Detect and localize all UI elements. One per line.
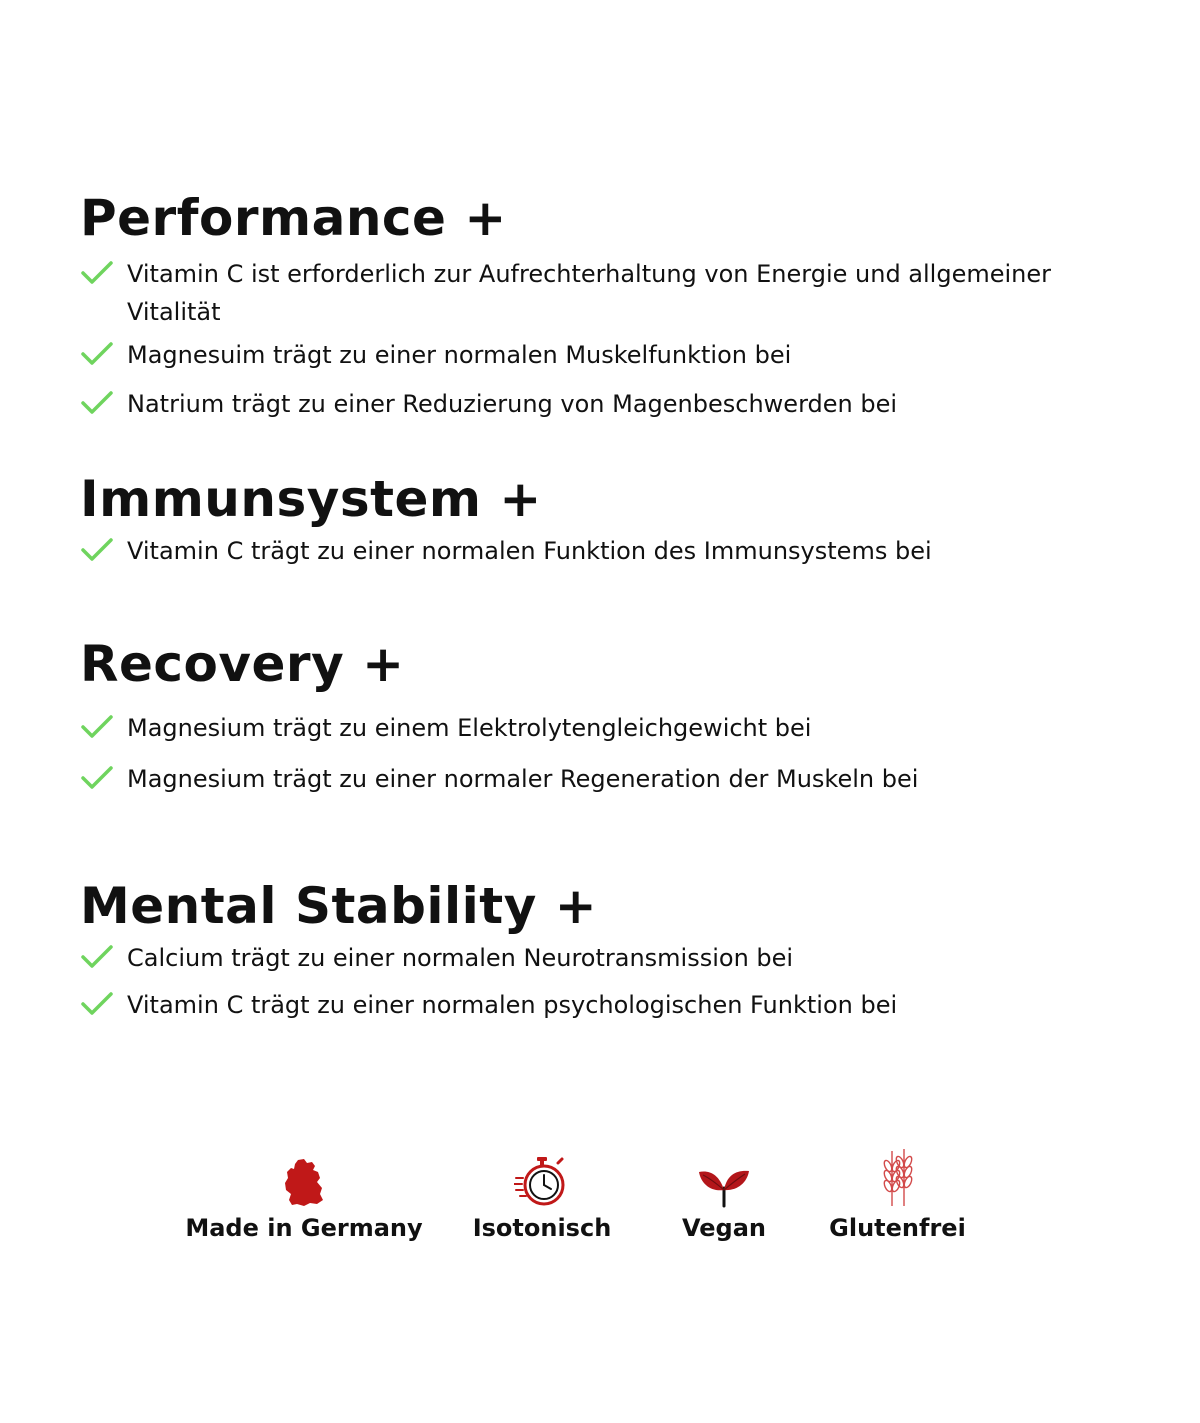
feature-label: Made in Germany xyxy=(185,1214,423,1242)
section-mental-stability xyxy=(80,876,1120,1024)
section-title: Performance + xyxy=(80,189,507,247)
sprout-icon xyxy=(664,1150,784,1208)
checkmark-icon xyxy=(80,340,114,368)
benefit-item xyxy=(80,255,1120,331)
benefit-item xyxy=(80,385,1120,423)
section-title: Immunsystem + xyxy=(80,470,542,528)
benefit-item xyxy=(80,336,1120,374)
benefit-text: Vitamin C trägt zu einer normalen Funktion des Immunsystems bei xyxy=(127,537,932,565)
wheat-icon xyxy=(820,1150,975,1208)
benefit-list xyxy=(80,532,1120,570)
benefit-list xyxy=(80,939,1120,1024)
benefit-text: Natrium trägt zu einer Reduzierung von Magenbeschwerden bei xyxy=(127,390,898,418)
checkmark-icon xyxy=(80,713,114,741)
benefit-item xyxy=(80,532,1120,570)
checkmark-icon xyxy=(80,990,114,1018)
benefit-item xyxy=(80,939,1120,977)
checkmark-icon xyxy=(80,764,114,792)
section-title: Mental Stability + xyxy=(80,877,598,935)
feature-label: Vegan xyxy=(682,1214,766,1242)
section-title: Recovery + xyxy=(80,635,405,693)
benefit-text: Magnesium trägt zu einer normaler Regeneration der Muskeln bei xyxy=(127,765,919,793)
benefit-text: Vitamin C ist erforderlich zur Aufrechterhaltung von Energie und allgemeiner Vitalität xyxy=(127,260,1051,326)
checkmark-icon xyxy=(80,389,114,417)
benefit-item xyxy=(80,760,1120,798)
benefit-text: Magnesium trägt zu einem Elektrolytengleichgewicht bei xyxy=(127,714,812,742)
checkmark-icon xyxy=(80,536,114,564)
benefit-text: Calcium trägt zu einer normalen Neurotransmission bei xyxy=(127,944,794,972)
benefit-list xyxy=(80,255,1120,423)
benefit-text: Vitamin C trägt zu einer normalen psychologischen Funktion bei xyxy=(127,991,898,1019)
section-performance xyxy=(80,188,1120,423)
benefit-item xyxy=(80,709,1120,747)
checkmark-icon xyxy=(80,259,114,287)
stopwatch-icon xyxy=(462,1150,622,1208)
benefit-text: Magnesuim trägt zu einer normalen Muskelfunktion bei xyxy=(127,341,792,369)
benefit-list xyxy=(80,709,1120,798)
germany-map-icon xyxy=(184,1150,424,1208)
feature-label: Isotonisch xyxy=(472,1214,612,1242)
feature-label: Glutenfrei xyxy=(829,1214,966,1242)
section-recovery xyxy=(80,634,1120,798)
feature-glutenfrei xyxy=(820,1150,975,1244)
feature-made-in-germany xyxy=(184,1150,424,1244)
feature-vegan xyxy=(664,1150,784,1244)
section-immunsystem xyxy=(80,469,1120,570)
benefit-item xyxy=(80,986,1120,1024)
feature-badges xyxy=(0,1150,1200,1260)
checkmark-icon xyxy=(80,943,114,971)
feature-isotonisch xyxy=(462,1150,622,1244)
